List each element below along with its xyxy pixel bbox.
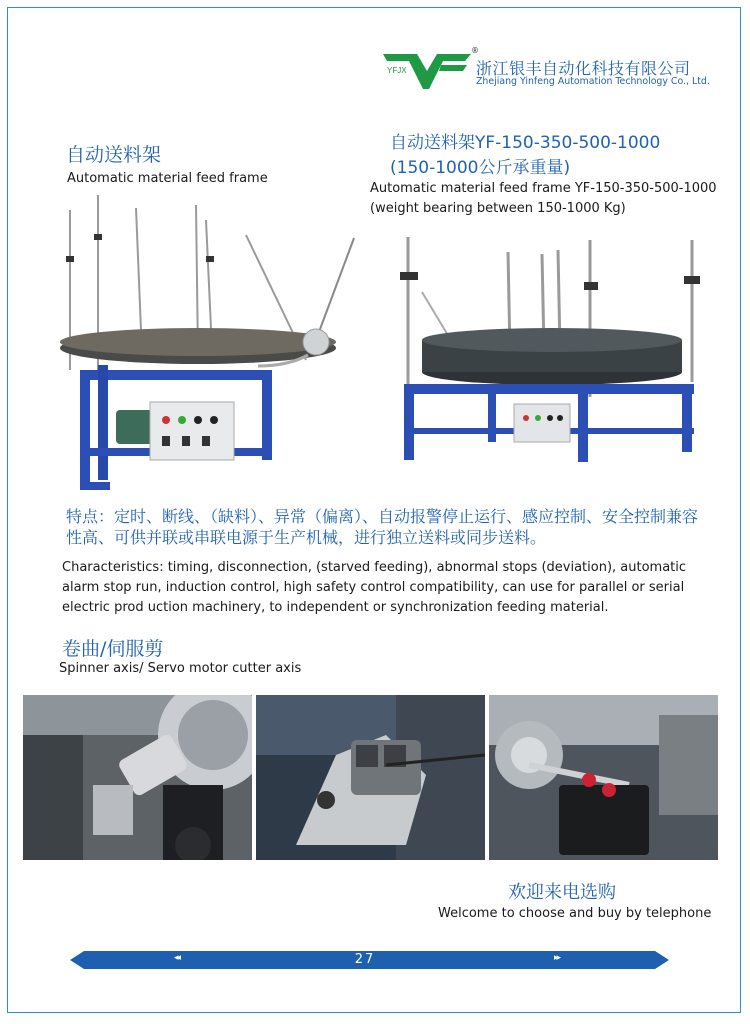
company-name-en: Zhejiang Yinfeng Automation Technology Co., Ltd. [476, 76, 710, 87]
section2-title-cn-line1: 自动送料架YF-150-350-500-1000 [390, 133, 661, 153]
section3-title-en: Spinner axis/ Servo motor cutter axis [59, 661, 302, 676]
section2-title-en-line2: (weight bearing between 150-1000 Kg) [370, 201, 626, 216]
section2-title-en-line1: Automatic material feed frame YF-150-350-500-1000 [370, 181, 717, 196]
cutter-head-photo [489, 695, 718, 860]
company-logo [383, 51, 473, 93]
features-text-en: Characteristics: timing, disconnection, (starved feeding), abnormal stops (deviation), automatic alarm stop run, induction control, high safety control compatibility, can use for parallel or serial electric prod uction machinery, to independent or synchronization feeding material. [62, 560, 687, 615]
feed-frame-photo-1 [58, 190, 364, 500]
spinner-axis-photo [23, 695, 252, 860]
servo-cutter-photo [256, 695, 485, 860]
prev-arrow-icon[interactable]: ◂◂ [174, 953, 180, 963]
feed-frame-photo-2 [392, 232, 702, 472]
welcome-text-cn: 欢迎来电选购 [508, 882, 616, 903]
section2-title-cn-line2: (150-1000公斤承重量) [390, 158, 571, 178]
section1-title-en: Automatic material feed frame [67, 171, 268, 186]
welcome-text-en: Welcome to choose and buy by telephone [438, 906, 712, 921]
page-number: 27 [354, 952, 376, 967]
next-arrow-icon[interactable]: ▸▸ [554, 953, 560, 963]
company-name-cn: 浙江银丰自动化科技有限公司 [476, 59, 691, 78]
section1-title-cn: 自动送料架 [66, 144, 162, 166]
logo-letters: YFJX [387, 66, 407, 75]
features-text-cn: 特点：定时、断线、（缺料）、异常（偏离）、自动报警停止运行、感应控制、安全控制兼容性高、可供并联或串联电源于生产机械，进行独立送料或同步送料。 [66, 507, 699, 547]
section3-title-cn: 卷曲/伺服剪 [62, 638, 164, 660]
registered-mark: ® [471, 46, 479, 55]
